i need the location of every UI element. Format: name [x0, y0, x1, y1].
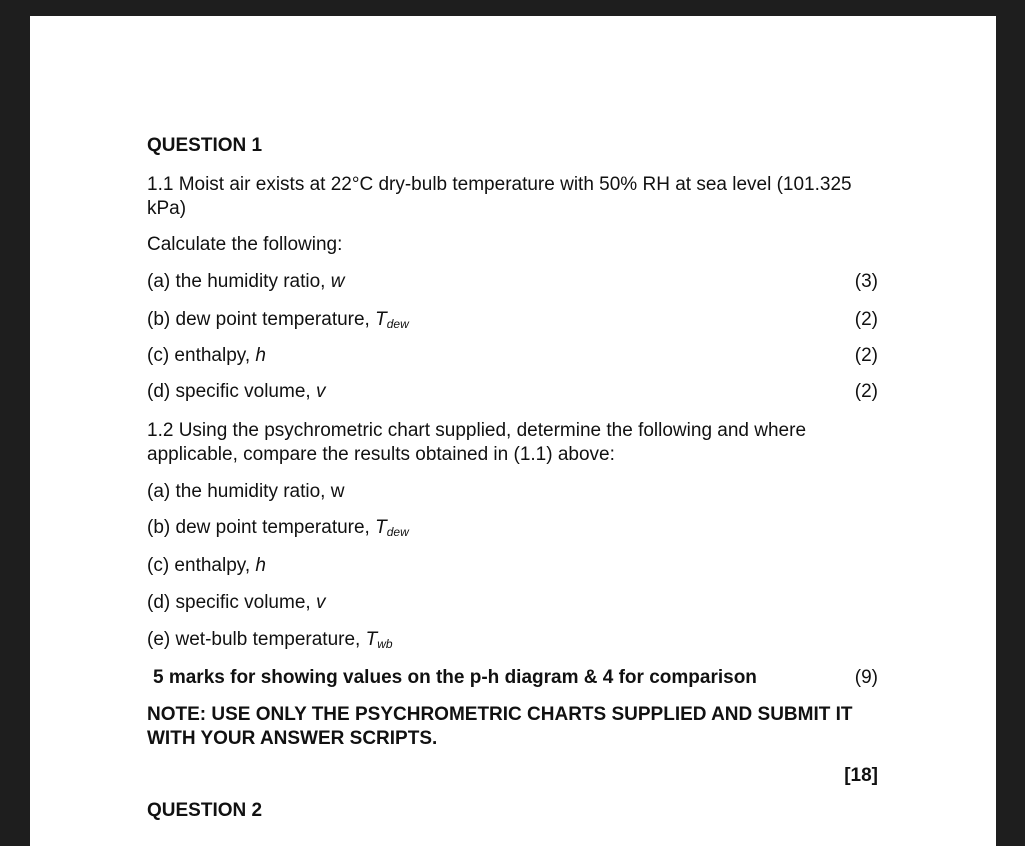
q1-1-item-c: (c) enthalpy, h	[147, 345, 266, 366]
q1-2-text-line1: 1.2 Using the psychrometric chart supplied, determine the following and where	[147, 420, 807, 441]
q1-1-item-b: (b) dew point temperature, $T_{dew}$	[147, 309, 409, 331]
q1-2-item-e: (e) wet-bulb temperature, $T_{wb}$	[147, 629, 393, 651]
q1-1-text-line1: 1.1 Moist air exists at 22°C dry-bulb temperature with 50% RH at sea level (101.325	[147, 174, 852, 195]
marks-note-value: (9)	[854, 667, 878, 688]
q1-1-text-line2: kPa)	[147, 198, 187, 219]
q1-1-item-b-marks: (2)	[854, 309, 878, 330]
marks-note: 5 marks for showing values on the p-h diagram & 4 for comparison	[153, 667, 757, 688]
q1-1-item-a-marks: (3)	[854, 271, 878, 292]
calculate-intro: Calculate the following:	[147, 234, 343, 255]
q1-1-item-c-marks: (2)	[854, 345, 878, 366]
q1-2-item-a: (a) the humidity ratio, w	[147, 481, 345, 502]
q1-1-item-a: (a) the humidity ratio, w	[147, 271, 345, 292]
q1-1-item-d-marks: (2)	[854, 381, 878, 402]
q1-1-item-d: (d) specific volume, v	[147, 381, 326, 402]
document-page	[30, 16, 996, 846]
question-2-title: QUESTION 2	[147, 800, 263, 821]
q1-2-item-c: (c) enthalpy, h	[147, 555, 266, 576]
total-marks: [18]	[844, 765, 878, 786]
q1-2-item-b: (b) dew point temperature, $T_{dew}$	[147, 517, 409, 539]
q1-2-item-d: (d) specific volume, v	[147, 592, 326, 613]
note-line2: WITH YOUR ANSWER SCRIPTS.	[147, 728, 438, 749]
note-line1: NOTE: USE ONLY THE PSYCHROMETRIC CHARTS SUPPLIED AND SUBMIT IT	[147, 704, 853, 725]
q1-2-text-line2: applicable, compare the results obtained in (1.1) above:	[147, 444, 615, 465]
question-1-title: QUESTION 1	[147, 135, 263, 156]
